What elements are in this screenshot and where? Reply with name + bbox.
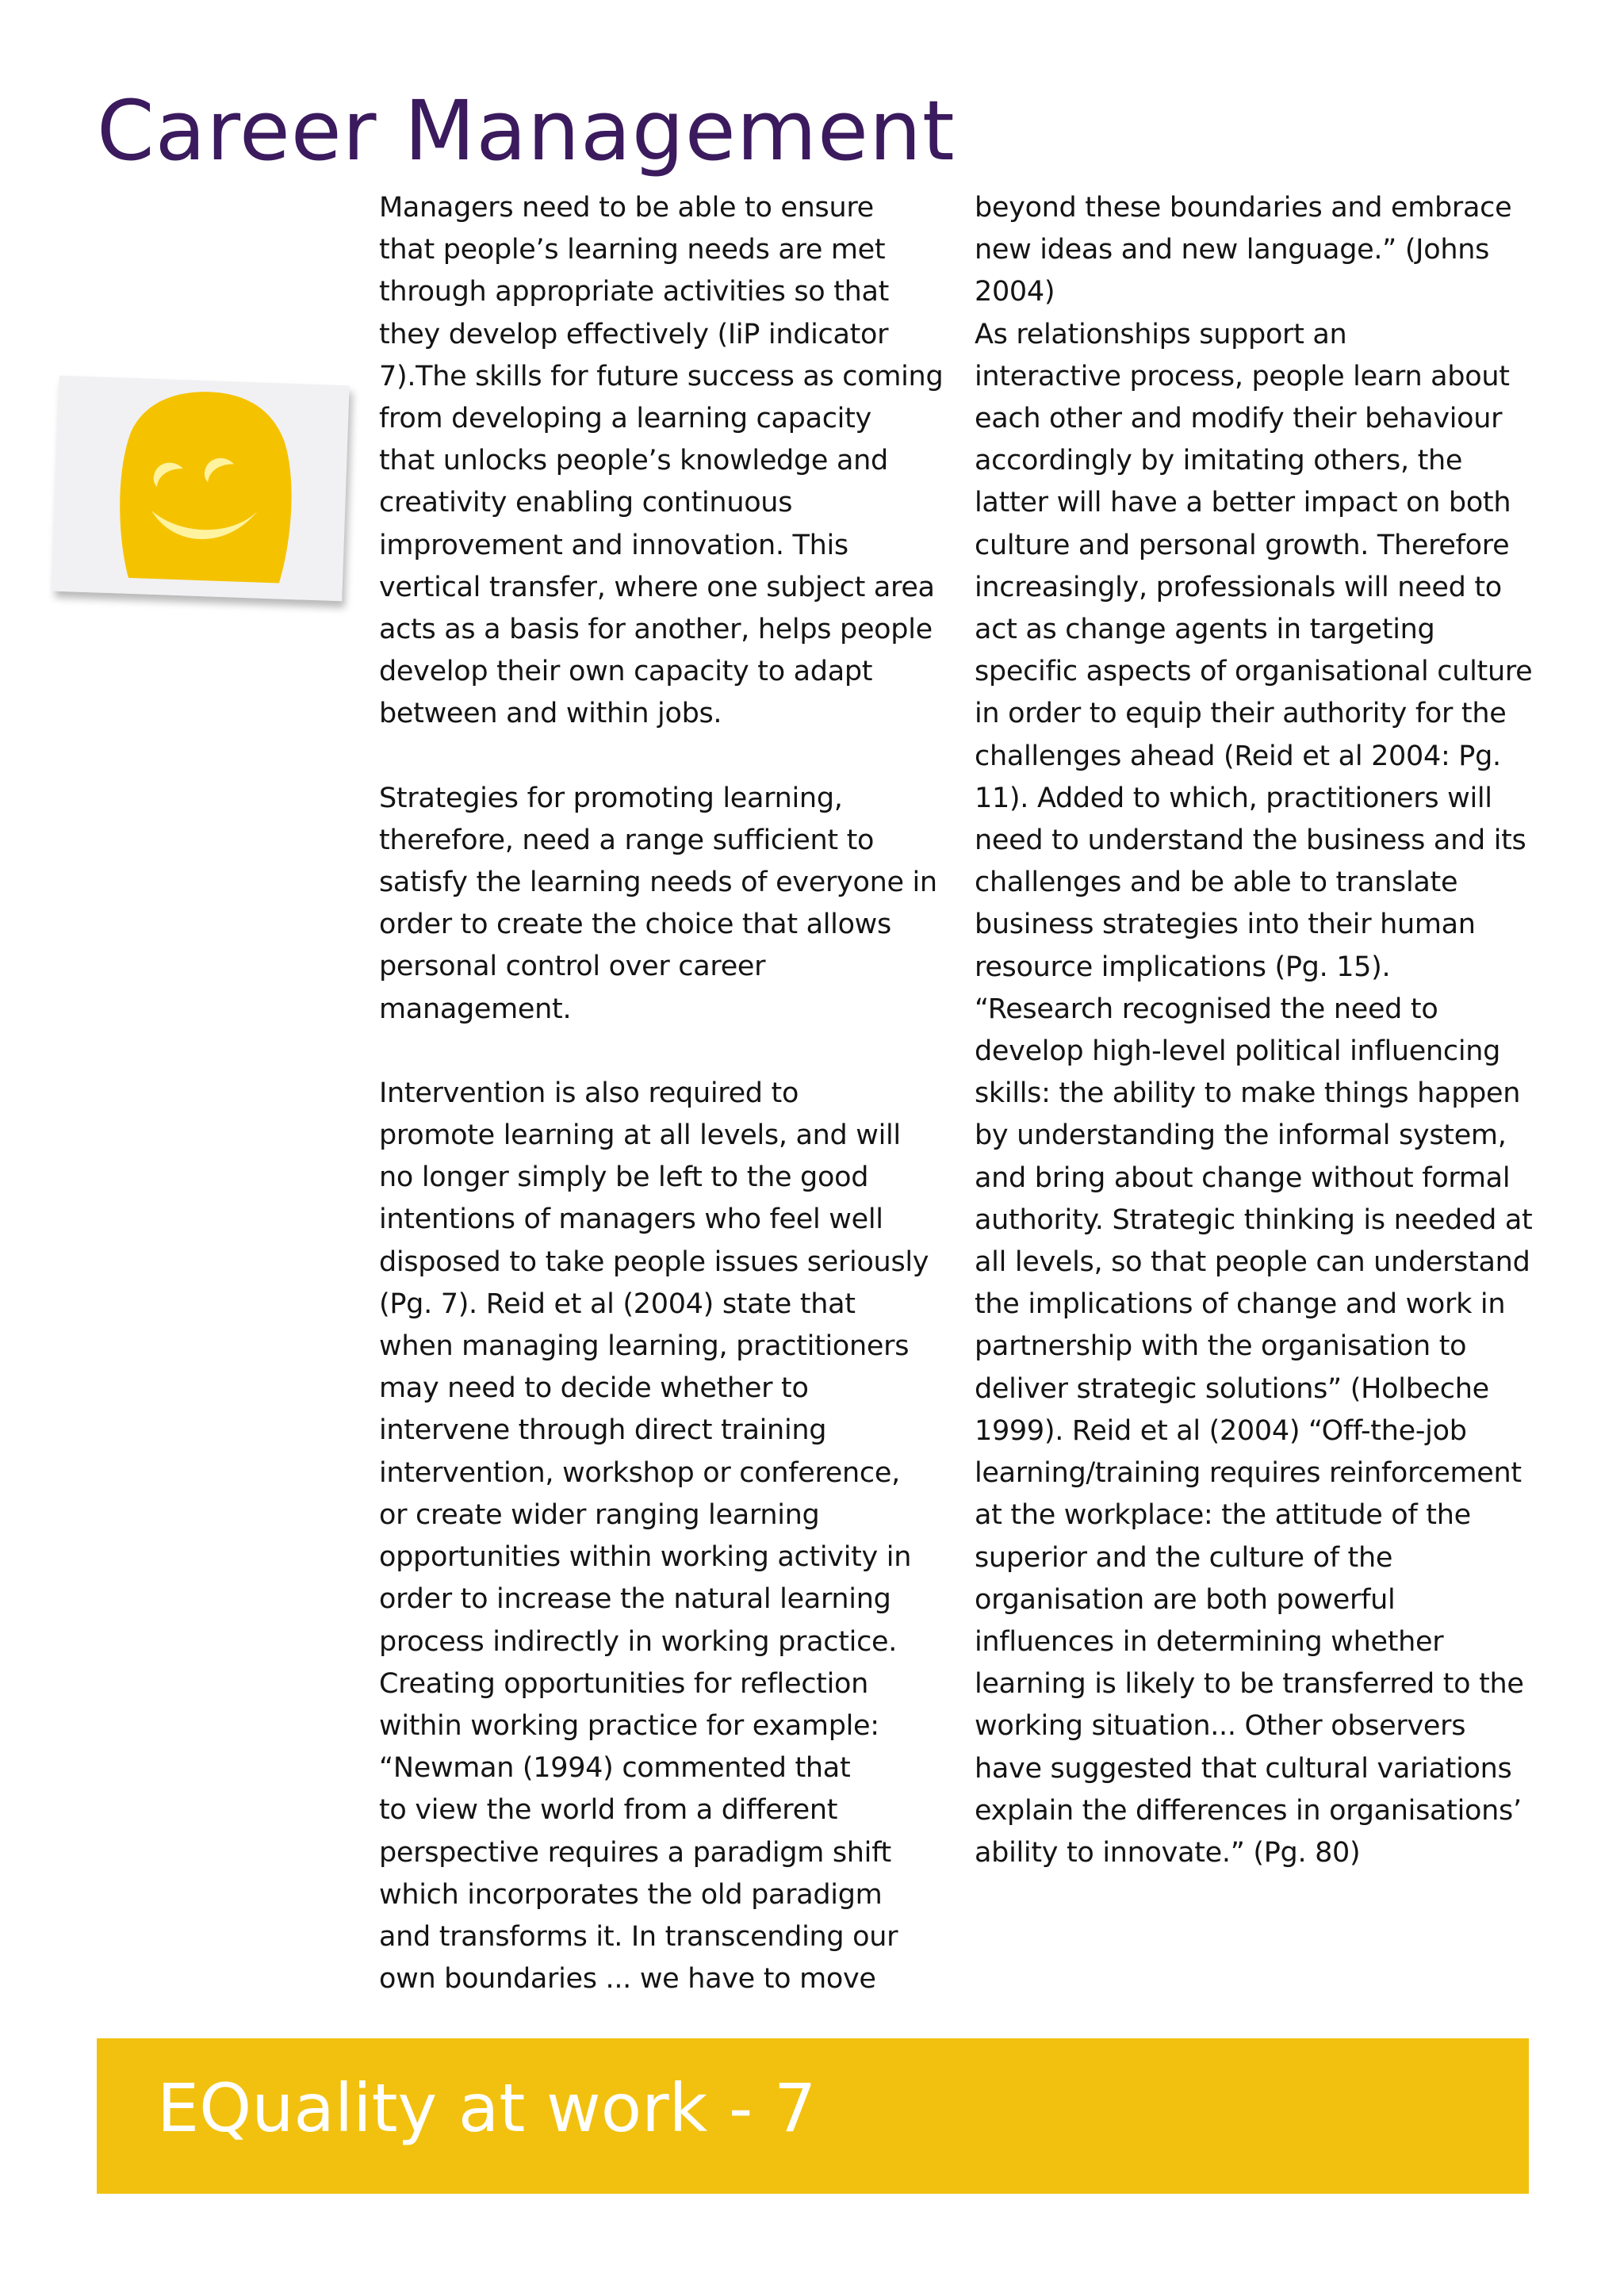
paragraph-managers: Managers need to be able to ensure that people’s learning needs are met through appropriate activities so that they develop effectively (IiP indicator 7).The skills for future success as coming from developing a learning capacity that unlocks people’s knowledge and creativity enabling continuous improvement and innovation. This vertical transfer, where one subject area acts as a basis for another, helps people develop their own capacity to adapt between and within jobs.	[379, 192, 944, 730]
paragraph-boundaries: beyond these boundaries and embrace new ideas and new language.” (Johns 2004) As relationships support an interactive process, people learn about each other and modify their behaviour accordingly by imitating others, the latter will have a better impact on both culture and personal growth. Therefore increasingly, professionals will need to act as change agents in targeting specific aspects of organisational culture in order to equip their authority for the challenges ahead (Reid et al 2004: Pg. 11). Added to which, practitioners will need to understand the business and its challenges and be able to translate business strategies into their human resource implications (Pg. 15). “Research recognised the need to develop high-level political influencing skills: the ability to make things happen by understanding the informal system, and bring about change without formal authority. Strategic thinking is needed at all levels, so that people can understand the implications of change and work in partnership with the organisation to deliver strategic solutions” (Holbeche 1999). Reid et al (2004) “Off-the-job learning/training requires reinforcement at the workplace: the attitude of the superior and the culture of the organisation are both powerful influences in determining whether learning is likely to be transferred to the working situation... Other observers have suggested that cultural variations explain the differences in organisations’ ability to innovate.” (Pg. 80)	[975, 192, 1533, 1869]
left-column	[379, 187, 944, 2000]
page-title: Career Management	[97, 82, 956, 179]
paragraph-intervention: Intervention is also required to promote learning at all levels, and will no longer simply be left to the good intentions of managers who feel well disposed to take people issues seriously (Pg. 7). Reid et al (2004) state that when managing learning, practitioners may need to decide whether to intervene through direct training intervention, workshop or conference, or create wider ranging learning opportunities within working activity in order to increase the natural learning process indirectly in working practice. Creating opportunities for reflection within working practice for example: “Newman (1994) commented that to view the world from a different perspective requires a paradigm shift which incorporates the old paradigm and transforms it. In transcending our own boundaries ... we have to move	[379, 1077, 929, 1996]
footer-text: EQuality at work - 7	[157, 2069, 817, 2147]
paragraph-strategies: Strategies for promoting learning, therefore, need a range sufficient to satisfy the learning needs of everyone in order to create the choice that allows personal control over career management.	[379, 782, 937, 1025]
smiley-face-icon	[52, 376, 349, 602]
footer-bar	[97, 2038, 1529, 2194]
smiley-photo	[52, 376, 349, 602]
right-column	[975, 187, 1552, 1874]
